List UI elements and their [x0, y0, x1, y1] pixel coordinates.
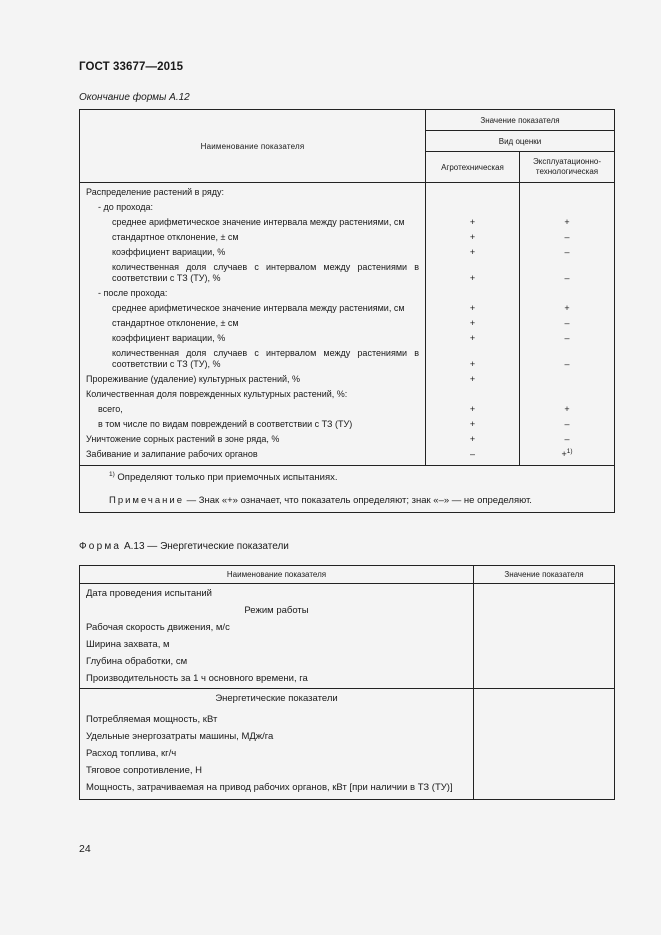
note-text: — Знак «+» означает, что показатель определяют; знак «–» — не определяют.: [186, 495, 532, 506]
table-row: [80, 402, 615, 417]
row-value: [474, 584, 615, 689]
table-row: [80, 183, 615, 201]
row-name: Удельные энергозатраты машины, МДж/га: [80, 729, 474, 746]
row-name: коэффициент вариации, %: [80, 245, 426, 260]
row-expl-value: +: [564, 217, 570, 227]
section-heading: Режим работы: [80, 603, 474, 620]
row-agro-value: +: [426, 346, 520, 372]
row-expl-value: [520, 387, 615, 402]
row-name: - после прохода:: [80, 286, 426, 301]
document-header: ГОСТ 33677—2015: [79, 61, 184, 73]
row-expl-value: –: [564, 333, 570, 343]
row-name: Расход топлива, кг/ч: [80, 746, 474, 763]
row-expl-value: –: [564, 318, 570, 328]
table-row: [80, 584, 615, 604]
row-agro-value: +: [426, 301, 520, 316]
table-row: [80, 346, 615, 372]
footnote: $^{1)}$ Определяют только при приемочных испытаниях.: [80, 466, 615, 488]
table-row: [80, 200, 615, 215]
page-number: 24: [79, 843, 91, 855]
row-name: количественная доля случаев с интервалом между растениями в соответствии с ТЗ (ТУ), %: [80, 260, 426, 286]
row-name: Ширина захвата, м: [80, 637, 474, 654]
row-expl-value: +$^{1)}$: [561, 448, 573, 459]
table-row: [80, 301, 615, 316]
row-agro-value: +: [426, 260, 520, 286]
row-name: в том числе по видам повреждений в соответствии с ТЗ (ТУ): [80, 417, 426, 432]
row-agro-value: [426, 183, 520, 201]
row-name: среднее арифметическое значение интервала между растениями, см: [80, 301, 426, 316]
table-row: [80, 316, 615, 331]
row-name: - до прохода:: [80, 200, 426, 215]
row-agro-value: [426, 286, 520, 301]
row-agro-value: +: [426, 402, 520, 417]
footnote-ref: 1): [566, 448, 573, 455]
row-expl-value: –: [564, 359, 570, 369]
row-name: Тяговое сопротивление, Н: [80, 763, 474, 780]
form-a12-table: [79, 109, 615, 513]
row-expl-value: [520, 183, 615, 201]
form-a12-caption: Окончание формы А.12: [79, 92, 190, 103]
column-header-kind: Вид оценки: [426, 131, 615, 152]
form-a13-caption: Форма А.13 — Энергетические показатели: [79, 541, 289, 552]
row-name: Потребляемая мощность, кВт: [80, 708, 474, 729]
row-expl-value: [520, 372, 615, 387]
row-agro-value: +: [426, 230, 520, 245]
row-agro-value: +: [426, 432, 520, 447]
column-header-agro: Агротехническая: [426, 152, 520, 183]
table-row: [80, 215, 615, 230]
table-row: [80, 286, 615, 301]
row-name: Уничтожение сорных растений в зоне ряда, %: [80, 432, 426, 447]
table-row: [80, 432, 615, 447]
column-header-value: Значение показателя: [474, 566, 615, 584]
row-name: Количественная доля поврежденных культурных растений, %:: [80, 387, 426, 402]
row-agro-value: +: [426, 316, 520, 331]
row-expl-value: [520, 200, 615, 215]
row-expl-value: –: [564, 232, 570, 242]
row-agro-value: +: [426, 215, 520, 230]
section-heading: Энергетические показатели: [80, 689, 474, 709]
table-row: [80, 447, 615, 466]
row-name: стандартное отклонение, ± см: [80, 230, 426, 245]
table-row: [80, 331, 615, 346]
row-agro-value: +: [426, 417, 520, 432]
row-name: Рабочая скорость движения, м/с: [80, 620, 474, 637]
row-name: коэффициент вариации, %: [80, 331, 426, 346]
row-expl-value: +: [564, 303, 570, 313]
row-expl-value: –: [564, 434, 570, 444]
row-name: Глубина обработки, см: [80, 654, 474, 671]
row-name: стандартное отклонение, ± см: [80, 316, 426, 331]
row-name: Распределение растений в ряду:: [80, 183, 426, 201]
row-name: количественная доля случаев с интервалом между растениями в соответствии с ТЗ (ТУ), %: [80, 346, 426, 372]
table-row: [80, 260, 615, 286]
row-agro-value: +: [426, 331, 520, 346]
footnote-mark: 1): [109, 470, 115, 478]
row-agro-value: +: [426, 372, 520, 387]
row-name: Производительность за 1 ч основного времени, га: [80, 671, 474, 689]
row-expl-value: –: [564, 419, 570, 429]
row-value: [474, 689, 615, 800]
row-name: среднее арифметическое значение интервала между растениями, см: [80, 215, 426, 230]
row-expl-value: +: [564, 404, 570, 414]
row-agro-value: –: [426, 447, 520, 466]
column-header-name: Наименование показателя: [80, 110, 426, 183]
row-name: Забивание и залипание рабочих органов: [80, 447, 426, 466]
column-header-value: Значение показателя: [426, 110, 615, 131]
table-row: [80, 387, 615, 402]
row-expl-value: –: [564, 247, 570, 257]
form-a13-table: [79, 565, 615, 800]
row-agro-value: [426, 387, 520, 402]
note: [80, 487, 615, 513]
row-name: всего,: [80, 402, 426, 417]
row-expl-value: –: [564, 273, 570, 283]
table-row: [80, 417, 615, 432]
row-agro-value: +: [426, 245, 520, 260]
table-row: [80, 689, 615, 709]
note-label: Примечание: [109, 495, 184, 506]
column-header-expl: Эксплуатационно- технологическая: [520, 152, 615, 183]
row-expl-value: [520, 286, 615, 301]
table-row: [80, 230, 615, 245]
table-row: [80, 372, 615, 387]
column-header-name: Наименование показателя: [80, 566, 474, 584]
row-name: Мощность, затрачиваемая на привод рабочих органов, кВт [при наличии в ТЗ (ТУ)]: [80, 780, 474, 800]
row-name: Прореживание (удаление) культурных растений, %: [80, 372, 426, 387]
table-row: [80, 245, 615, 260]
row-name: Дата проведения испытаний: [80, 584, 474, 604]
row-agro-value: [426, 200, 520, 215]
